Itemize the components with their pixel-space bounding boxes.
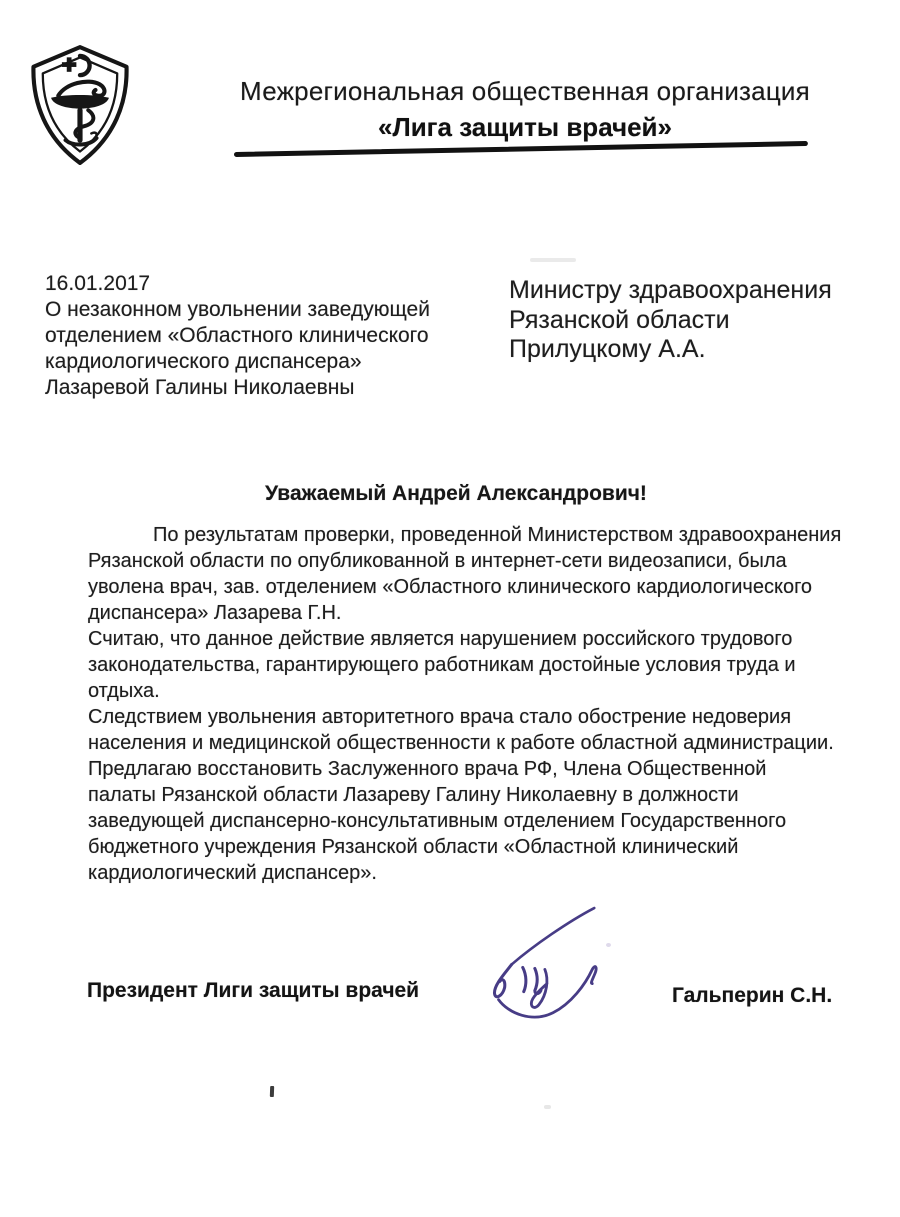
addressee-line: Министру здравоохранения	[509, 276, 832, 304]
letter-body	[88, 522, 860, 886]
reference-block	[45, 271, 430, 401]
signoff-title: Президент Лиги защиты врачей	[87, 979, 420, 1002]
salutation: Уважаемый Андрей Александрович!	[265, 482, 647, 505]
body-line: диспансера» Лазарева Г.Н.	[88, 602, 342, 624]
body-line: населения и медицинской общественности к работе областной администрации.	[88, 732, 834, 754]
subject-line: О незаконном увольнении заведующей	[45, 298, 430, 321]
body-line: отдыха.	[88, 680, 160, 702]
subject-line: кардиологического диспансера»	[45, 350, 362, 373]
body-line: По результатам проверки, проведенной Министерством здравоохранения	[153, 524, 842, 546]
handwritten-signature-icon	[478, 903, 640, 1044]
body-line: Предлагаю восстановить Заслуженного врача РФ, Члена Общественной	[88, 758, 767, 780]
letter-date: 16.01.2017	[45, 272, 151, 295]
shield-bowl-of-hygieia-icon	[28, 44, 132, 166]
body-line: кардиологический диспансер».	[88, 862, 377, 884]
addressee-block	[509, 276, 832, 365]
org-name-line2: «Лига защиты врачей»	[378, 112, 672, 142]
scan-tick-mark	[270, 1086, 274, 1097]
body-line: Следствием увольнения авторитетного врача стало обострение недоверия	[88, 706, 792, 728]
body-line: Считаю, что данное действие является нарушением российского трудового	[88, 628, 793, 650]
scan-smudge	[530, 258, 576, 262]
body-line: палаты Рязанской области Лазареву Галину Николаевну в должности	[88, 784, 739, 806]
body-line: уволена врач, зав. отделением «Областного клинического кардиологического	[88, 576, 813, 598]
scan-speck	[606, 943, 611, 947]
subject-line: отделением «Областного клинического	[45, 324, 429, 347]
body-line: Рязанской области по опубликованной в интернет-сети видеозаписи, была	[88, 550, 787, 572]
signoff-name: Гальперин С.Н.	[672, 984, 833, 1007]
addressee-line: Прилуцкому А.А.	[509, 335, 706, 363]
body-line: заведующей диспансерно-консультативным отделением Государственного	[88, 810, 787, 832]
body-line: бюджетного учреждения Рязанской области «Областной клинический	[88, 836, 739, 858]
body-line: законодательства, гарантирующего работникам достойные условия труда и	[88, 654, 796, 676]
addressee-line: Рязанской области	[509, 305, 730, 334]
scan-speck	[544, 1105, 551, 1109]
letterhead-rule	[234, 141, 808, 157]
subject-line: Лазаревой Галины Николаевны	[45, 376, 355, 399]
org-name-line1: Межрегиональная общественная организация	[240, 76, 810, 106]
